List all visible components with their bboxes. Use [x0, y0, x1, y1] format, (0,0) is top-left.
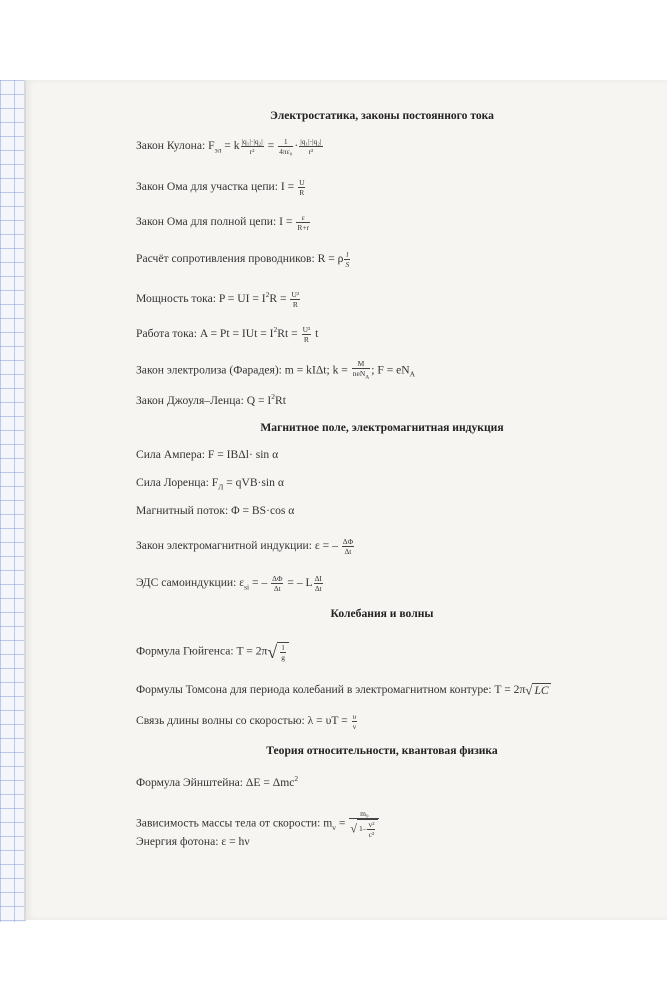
fraction: $\frac{l}{S}$: [345, 250, 350, 269]
fraction: $\frac{\text{|q₁|·|q₂|}}{\text{r²}}$: [241, 137, 263, 156]
fraction: $\frac{\varepsilon}{R+r}$: [297, 213, 310, 232]
formula-ohm-full: Закон Ома для полной цепи: I = $\frac{\varepsilon}{R+r}$: [136, 213, 310, 232]
fraction: $\frac{\Delta I}{\Delta t}$: [314, 574, 322, 593]
fraction: $\frac{\Delta\Phi}{\Delta t}$: [272, 574, 283, 593]
formula-thomson: Формулы Томсона для периода колебаний в электромагнитном контуре: T = 2π√ LC: [136, 682, 549, 698]
fraction: $\frac{l}{g}$: [281, 643, 286, 662]
fraction: $\frac{\text{v²}}{\text{c²}}$: [368, 820, 375, 839]
formula-ohm-section: Закон Ома для участка цепи: I = $\frac{U}{R}$: [136, 178, 305, 197]
formula-wavelength: Связь длины волны со скоростью: λ = υT = $\frac{\upsilon}{\nu}$: [136, 712, 357, 731]
fraction: $\frac{\Delta\Phi}{\Delta t}$: [342, 537, 354, 556]
formula-em-induction: Закон электромагнитной индукции: ε = – $\frac{\Delta\Phi}{\Delta t}$: [136, 537, 354, 556]
fraction: $\frac{\text{U²}}{R}$: [291, 289, 300, 309]
fraction: m₀ √ 1– $\frac{\text{v²}}{\text{c²}}$: [349, 809, 379, 839]
section-title-magnetism: Магнитное поле, электромагнитная индукция: [260, 421, 504, 434]
formula-coulomb: Закон Кулона: $F_{эл} = k$ $\frac{\text{|q₁|·|q₂|}}{\text{r²}}$ = $\frac{1}{\text{4πε₀}}$ · $\frac{\text{|q₁|·|q₂|}}{\text{r²}}$: [136, 137, 322, 156]
formula-lorentz: Сила Лоренца: $F_Л = qVB\cdot\sin$ α: [136, 476, 284, 492]
formula-einstein: Формула Эйнштейна: ΔE = Δmc$^2$: [136, 774, 299, 789]
fraction: $\frac{M}{neN_A}$: [352, 359, 370, 381]
formula-huygens: Формула Гюйгенса: T = 2π√ $\frac{l}{g}$: [136, 642, 289, 662]
formula-faraday: Закон электролиза (Фарадея): m = kIΔt; k = $\frac{M}{neN_A}$ ; $F = eN_A$: [136, 359, 416, 381]
formula-joule-lenz: Закон Джоуля–Ленца: $Q = I^2Rt$: [136, 392, 286, 407]
square-root: √ $\frac{l}{g}$: [267, 642, 289, 662]
square-root: √ LC: [525, 682, 549, 698]
fraction: $\frac{\upsilon}{\nu}$: [352, 712, 357, 731]
fraction: $\frac{\text{|q₁|·|q₂|}}{\text{r²}}$: [300, 137, 322, 156]
formula-photon-energy: Энергия фотона: ε = hν: [136, 835, 250, 848]
formula-work: Работа тока: A = Pt = IUt = $I^2Rt$ = $\frac{\text{U²}}{R}$ t: [136, 324, 319, 344]
formula-self-induction: ЭДС самоиндукции: $\varepsilon_{si}$ = – $\frac{\Delta\Phi}{\Delta t}$ = – L $\frac{\Delta I}{\Delta t}$: [136, 574, 322, 593]
section-title-electrostatics: Электростатика, законы постоянного тока: [270, 109, 494, 122]
page-sheet: [24, 80, 667, 920]
graph-paper-strip: [0, 80, 26, 922]
square-root: √ 1– $\frac{\text{v²}}{\text{c²}}$: [350, 819, 378, 839]
formula-resistance: Расчёт сопротивления проводников: R = ρ $\frac{l}{S}$: [136, 250, 350, 269]
fraction: $\frac{\text{U²}}{R}$: [302, 324, 311, 344]
section-title-oscillations: Колебания и волны: [330, 607, 434, 620]
fraction: $\frac{U}{R}$: [299, 178, 305, 197]
fraction: $\frac{1}{\text{4πε₀}}$: [279, 137, 293, 156]
formula-magnetic-flux: Магнитный поток: Φ = BS·cos α: [136, 504, 295, 517]
formula-ampere: Сила Ампера: F = IBΔl· sin α: [136, 448, 279, 461]
formula-power: Мощность тока: P = UI = $I^2R$ = $\frac{\text{U²}}{R}$: [136, 289, 300, 309]
section-title-relativity: Теория относительности, квантовая физика: [266, 744, 498, 757]
formula-relativistic-mass: Зависимость массы тела от скорости: $m_v$ = m₀ √ 1– $\frac{\text{v²}}{\text{c²}}$: [136, 809, 380, 839]
